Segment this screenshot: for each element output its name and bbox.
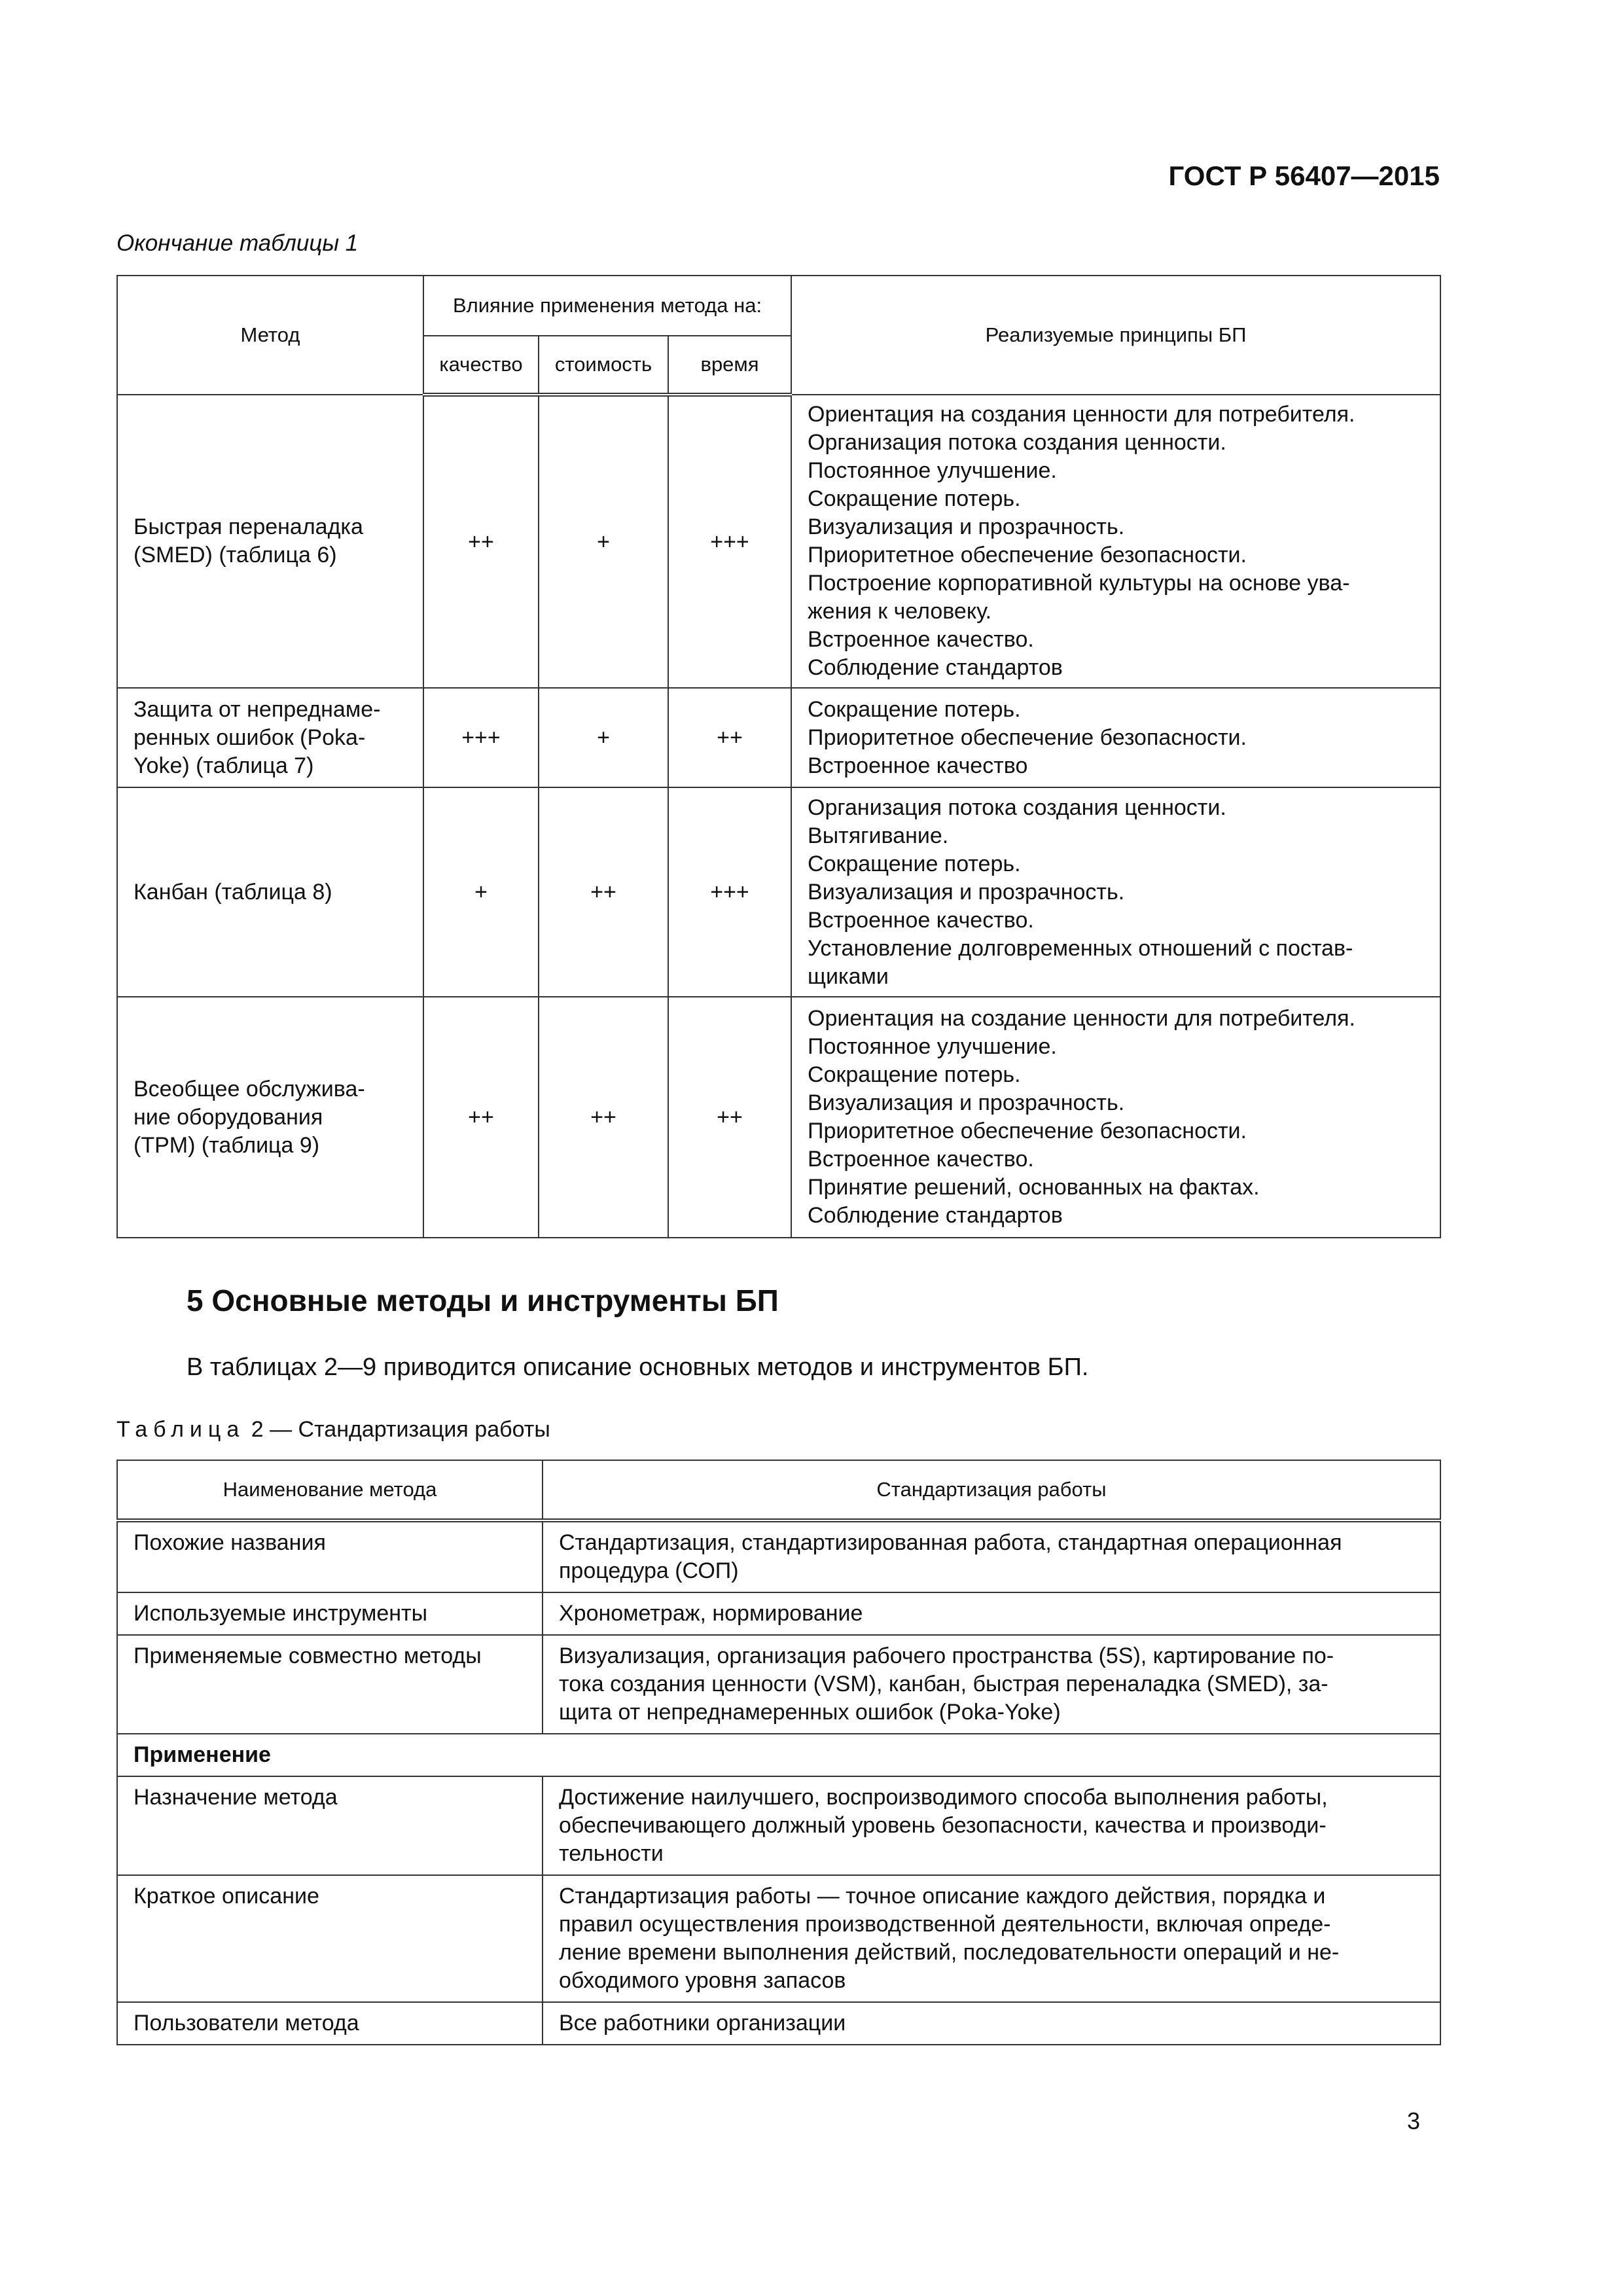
principles-cell: [791, 688, 1440, 787]
group-heading: Применение: [117, 1734, 1440, 1776]
page-number: 3: [1407, 2108, 1421, 2134]
time-impact-cell: ++: [668, 997, 791, 1238]
row-value: [543, 1875, 1440, 2002]
value-line: щита от непреднамеренных ошибок (Poka-Yoke): [559, 1700, 1061, 1725]
value-line: ление времени выполнения действий, последовательности операций и не-: [559, 1940, 1340, 1965]
principle-line: Приоритетное обеспечение безопасности.: [808, 1119, 1247, 1143]
principle-line: Визуализация и прозрачность.: [808, 879, 1125, 905]
principle-line: Вытягивание.: [808, 823, 949, 848]
method-cell: [117, 787, 423, 997]
principles-cell: [791, 395, 1440, 688]
table-row: [117, 1734, 1440, 1776]
principle-line: Встроенное качество: [808, 753, 1028, 778]
row-label: Применяемые совместно методы: [117, 1635, 543, 1734]
header-impact: Влияние применения метода на:: [423, 276, 791, 336]
row-label: Назначение метода: [117, 1776, 543, 1875]
row-label: Используемые инструменты: [117, 1592, 543, 1635]
value-line: тока создания ценности (VSM), канбан, быстрая переналадка (SMED), за-: [559, 1672, 1329, 1696]
table-row: [117, 1776, 1440, 1875]
method-line: Быстрая переналадка: [134, 514, 363, 539]
value-line: Визуализация, организация рабочего пространства (5S), картирование по-: [559, 1643, 1334, 1668]
principle-line: Сокращение потерь.: [808, 696, 1021, 722]
section-heading: 5 Основные методы и инструменты БП: [187, 1283, 779, 1318]
principle-line: Принятие решений, основанных на фактах.: [808, 1175, 1260, 1200]
table-continuation-label: Окончание таблицы 1: [116, 230, 359, 256]
principle-line: Постоянное улучшение.: [808, 1034, 1057, 1059]
principle-line: Сокращение потерь.: [808, 851, 1021, 876]
table-row: [117, 1520, 1440, 1592]
time-impact-cell: +++: [668, 395, 791, 688]
method-line: (SMED) (таблица 6): [134, 543, 337, 567]
value-line: Стандартизация, стандартизированная работа, стандартная операционная: [559, 1530, 1342, 1555]
principle-line: Сокращение потерь.: [808, 1062, 1021, 1087]
time-impact-cell: +++: [668, 787, 791, 997]
row-label: Пользователи метода: [117, 2002, 543, 2045]
value-line: Хронометраж, нормирование: [559, 1601, 863, 1626]
value-line: обходимого уровня запасов: [559, 1968, 846, 1993]
principle-line: Визуализация и прозрачность.: [808, 1090, 1125, 1115]
row-label: Похожие названия: [117, 1520, 543, 1592]
standardization-table: [116, 1460, 1441, 2045]
value-line: Достижение наилучшего, воспроизводимого способа выполнения работы,: [559, 1785, 1328, 1810]
method-line: ние оборудования: [134, 1104, 323, 1130]
method-line: ренных ошибок (Poka-: [134, 725, 366, 750]
principle-line: Организация потока создания ценности.: [808, 430, 1226, 455]
quality-impact-cell: +++: [423, 688, 539, 787]
row-value: [543, 1635, 1440, 1734]
principles-cell: [791, 997, 1440, 1238]
cost-impact-cell: +: [539, 395, 668, 688]
table-row: [117, 1635, 1440, 1734]
principle-line: Установление долговременных отношений с постав-: [808, 935, 1353, 961]
value-line: правил осуществления производственной деятельности, включая опреде-: [559, 1912, 1331, 1937]
value-line: Все работники организации: [559, 2011, 846, 2036]
table2-caption-text: 2 — Стандартизация работы: [245, 1417, 550, 1442]
method-cell: [117, 997, 423, 1238]
row-value: [543, 1520, 1440, 1592]
table2-caption: [116, 1417, 550, 1443]
quality-impact-cell: ++: [423, 997, 539, 1238]
document-code: ГОСТ Р 56407—2015: [1168, 160, 1440, 191]
quality-impact-cell: ++: [423, 395, 539, 688]
principle-line: Ориентация на создания ценности для потребителя.: [808, 402, 1355, 427]
row-value: [543, 1776, 1440, 1875]
table2-caption-label: Таблица: [116, 1417, 245, 1442]
principle-line: жения к человеку.: [808, 599, 992, 624]
principle-line: Ориентация на создание ценности для потребителя.: [808, 1006, 1355, 1031]
method-line: Всеобщее обслужива-: [134, 1076, 365, 1102]
value-line: обеспечивающего должный уровень безопасности, качества и производи-: [559, 1813, 1327, 1838]
principle-line: Соблюдение стандартов: [808, 1203, 1063, 1228]
principle-line: Приоритетное обеспечение безопасности.: [808, 543, 1247, 567]
table-row: [117, 1875, 1440, 2002]
table-row: [117, 688, 1440, 787]
value-line: процедура (СОП): [559, 1558, 739, 1583]
principle-line: Постоянное улучшение.: [808, 458, 1057, 483]
principle-line: Приоритетное обеспечение безопасности.: [808, 725, 1247, 750]
principle-line: Сокращение потерь.: [808, 486, 1021, 511]
method-cell: [117, 688, 423, 787]
header-quality: качество: [423, 336, 539, 395]
cost-impact-cell: ++: [539, 997, 668, 1238]
header-principles: Реализуемые принципы БП: [791, 276, 1440, 395]
principle-line: Организация потока создания ценности.: [808, 795, 1226, 820]
principle-line: Построение корпоративной культуры на основе ува-: [808, 571, 1350, 596]
principle-line: Визуализация и прозрачность.: [808, 514, 1125, 539]
time-impact-cell: ++: [668, 688, 791, 787]
header-standardization: Стандартизация работы: [543, 1460, 1440, 1520]
table-row: [117, 2002, 1440, 2045]
header-method: Метод: [117, 276, 423, 395]
method-line: (TPM) (таблица 9): [134, 1132, 320, 1158]
row-value: [543, 2002, 1440, 2045]
quality-impact-cell: +: [423, 787, 539, 997]
cost-impact-cell: ++: [539, 787, 668, 997]
value-line: Стандартизация работы — точное описание каждого действия, порядка и: [559, 1884, 1326, 1909]
method-line: Канбан (таблица 8): [134, 879, 332, 905]
row-value: [543, 1592, 1440, 1635]
table-row: [117, 997, 1440, 1238]
section-intro: В таблицах 2—9 приводится описание основных методов и инструментов БП.: [187, 1354, 1089, 1381]
principle-line: Встроенное качество.: [808, 627, 1034, 652]
principles-cell: [791, 787, 1440, 997]
cost-impact-cell: +: [539, 688, 668, 787]
header-method-name: Наименование метода: [117, 1460, 543, 1520]
principle-line: Соблюдение стандартов: [808, 655, 1063, 680]
method-cell: [117, 395, 423, 688]
header-cost: стоимость: [539, 336, 668, 395]
method-line: Защита от непреднаме-: [134, 696, 381, 722]
value-line: тельности: [559, 1841, 664, 1866]
principle-line: Встроенное качество.: [808, 1147, 1034, 1172]
table-row: [117, 395, 1440, 688]
row-label: Краткое описание: [117, 1875, 543, 2002]
table-row: [117, 1592, 1440, 1635]
methods-impact-table: [116, 275, 1441, 1238]
principle-line: щиками: [808, 963, 889, 989]
header-time: время: [668, 336, 791, 395]
principle-line: Встроенное качество.: [808, 907, 1034, 933]
method-line: Yoke) (таблица 7): [134, 753, 314, 778]
table-row: [117, 787, 1440, 997]
